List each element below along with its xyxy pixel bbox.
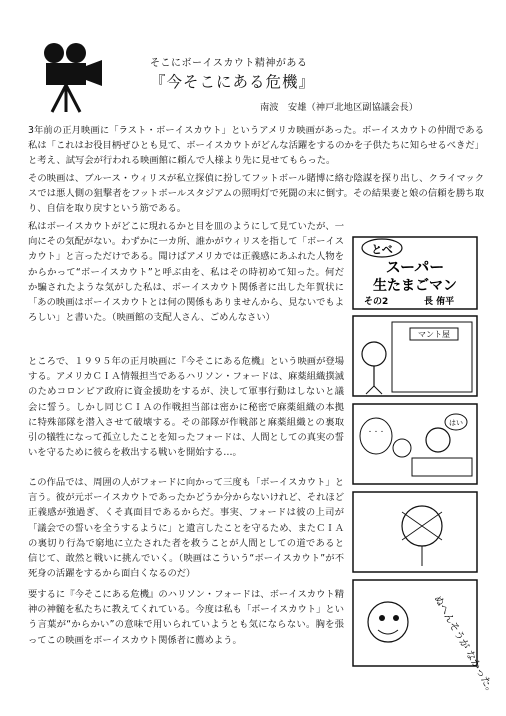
- comic-heading-top: とべ: [371, 243, 393, 256]
- shop-sign: マント屋: [418, 330, 450, 339]
- comic-panel-3: [353, 492, 477, 572]
- movie-camera-icon: [22, 42, 106, 114]
- comic-panel-2: [353, 404, 477, 484]
- bubble-hai: はい: [449, 419, 463, 427]
- comic-panel-4: [353, 580, 498, 698]
- svg-text:・・・: ・・・: [366, 429, 386, 436]
- paragraph-6: 要するに『今そこにある危機』のハリソン・フォードは、ボーイスカウト精神の神髄を私たちに教えてくれている。今度は私も「ボーイスカウト」という言葉が“からかい”の意味で用いられていようとも気にならない。胸を張ってこの映画をボーイスカウト関係者に薦めよう。: [28, 589, 345, 646]
- subtitle: そこにボーイスカウト精神がある: [150, 58, 308, 69]
- author-line: 南波 安雄（神戸北地区副協議会長）: [260, 102, 419, 113]
- comic-author: 長 侑平: [424, 297, 455, 307]
- bubble-final: ぬへんそうが なかった。: [431, 594, 498, 698]
- page-title: 『今そこにある危機』: [150, 73, 316, 91]
- comic-strip: [352, 236, 498, 698]
- comic-episode: その2: [364, 297, 389, 307]
- comic-heading-main2: 生たまごマン: [373, 278, 457, 294]
- paragraph-5: この作品では、周囲の人がフォードに向かって三度も「ボーイスカウト」と言う。彼が元ボーイスカウトであったかどうか分からないけれど、それほど正義感が強過ぎ、くそ真面目であるからだ。事実、フォードは彼の上司が「議会での誓いを全うするように」と遺言したことを守るため、またＣＩＡの裏切り行為で窮地に立たされた者を救うことが人間としての道であると信じて、敢然と戦いに挑んでいく。（映画はこういう“ボーイスカウト”が不死身の活躍をするから面白くなるのだ）: [28, 477, 344, 580]
- comic-title-panel: [353, 237, 477, 309]
- paragraph-4: ところで、１９９５年の正月映画に『今そこにある危機』という映画が登場する。アメリカＣＩＡ情報担当であるハリソン・フォードは、麻薬組織撲滅のためコロンビア政府に資金援助をするが、決して軍事行動はしないと議会に誓う。しかし同じＣＩＡの作戦担当部は密かに秘密で麻薬組織の本拠に特殊部隊を潜入させて破壊する。その部隊が作戦部と麻薬組織との裏取引の犠牲になって孤立したことを知ったフォードは、人間としての真実の誓いを守るために彼らを救出する戦いを開始する…。: [28, 356, 344, 459]
- paragraph-2: その映画は、ブルース・ウィリスが私立探偵に扮してフットボール賭博に絡む陰謀を探り出し、クライマックスでは悪人側の狙撃者をフットボールスタジアムの照明灯で死闘の末に倒す。その結果妻と娘の信頼を勝ち取り、自信を取り戻すという筋である。: [28, 173, 484, 215]
- comic-panel-1: [353, 316, 477, 396]
- comic-frames: [352, 236, 498, 698]
- paragraph-3: 私はボーイスカウトがどこに現れるかと目を皿のようにして見ていたが、一向にその気配がない。わずかに一カ所、誰かがウィリスを指して「ボーイスカウト」と言っただけである。聞けばアメリカでは正義感にあふれた人物をからかって“ボーイスカウト”と呼ぶ由を、私はその時初めて知った。何だか騙されたような気がした私は、ボーイスカウト関係者に出した年賀状に「あの映画はボーイスカウトとは何の関係もありませんから、見ないでもよろしい」と書いた。（映画館の支配人さん、ごめんなさい）: [28, 221, 345, 324]
- paragraph-1: 3年前の正月映画に「ラスト・ボーイスカウト」というアメリカ映画があった。ボーイスカウトの仲間である私は「これはお役目柄ぜひとも見て、ボーイスカウトがどんな活躍をするのかを子供たちに知らせるべきだ」と考え、試写会が行われる映画館に頼んで人様より先に見せてもらった。: [28, 125, 484, 167]
- comic-heading-main: スーパー: [385, 258, 445, 276]
